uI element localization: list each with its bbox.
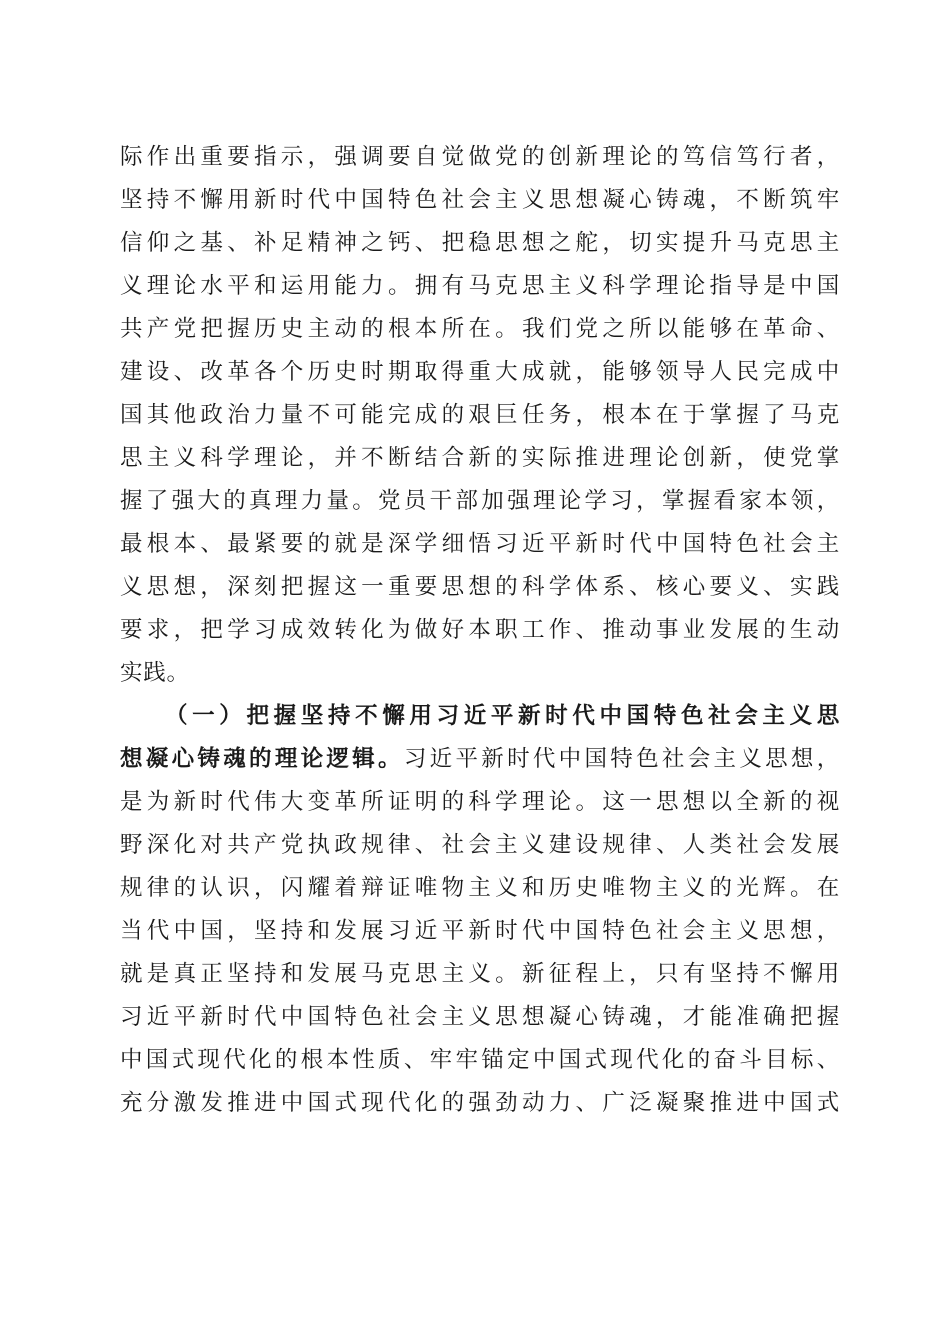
text-line: 习近平新时代中国特色社会主义思想凝心铸魂，才能准确把握 xyxy=(120,1004,840,1030)
text-line: 国其他政治力量不可能完成的艰巨任务，根本在于掌握了马克 xyxy=(120,402,840,428)
text-line: 信仰之基、补足精神之钙、把稳思想之舵，切实提升马克思主 xyxy=(120,230,840,256)
text-line: 思主义科学理论，并不断结合新的实际推进理论创新，使党掌 xyxy=(120,445,840,471)
text-line: 最根本、最紧要的就是深学细悟习近平新时代中国特色社会主 xyxy=(120,531,840,557)
paragraph-1 xyxy=(120,136,840,695)
text-line: 握了强大的真理力量。党员干部加强理论学习，掌握看家本领， xyxy=(120,488,840,514)
text-line: 义思想，深刻把握这一重要思想的科学体系、核心要义、实践 xyxy=(120,574,840,600)
body-text xyxy=(120,136,840,1125)
text-span: 习近平新时代中国特色社会主义思想， xyxy=(403,746,840,772)
text-line: 共产党把握历史主动的根本所在。我们党之所以能够在革命、 xyxy=(120,316,840,342)
text-line: 中国式现代化的根本性质、牢牢锚定中国式现代化的奋斗目标、 xyxy=(120,1047,840,1073)
text-line: 就是真正坚持和发展马克思主义。新征程上，只有坚持不懈用 xyxy=(120,961,840,987)
section-heading-continued: 想凝心铸魂的理论逻辑。 xyxy=(120,746,404,772)
text-line: 充分激发推进中国式现代化的强劲动力、广泛凝聚推进中国式 xyxy=(120,1090,840,1116)
paragraph-2 xyxy=(120,695,840,1125)
text-line: 际作出重要指示，强调要自觉做党的创新理论的笃信笃行者， xyxy=(120,144,840,170)
text-line: 要求，把学习成效转化为做好本职工作、推动事业发展的生动 xyxy=(120,617,840,643)
text-line: 建设、改革各个历史时期取得重大成就，能够领导人民完成中 xyxy=(120,359,840,385)
text-line: 坚持不懈用新时代中国特色社会主义思想凝心铸魂，不断筑牢 xyxy=(120,187,840,213)
text-line: 实践。 xyxy=(120,660,190,686)
text-line: 规律的认识，闪耀着辩证唯物主义和历史唯物主义的光辉。在 xyxy=(120,875,840,901)
text-line: 当代中国，坚持和发展习近平新时代中国特色社会主义思想， xyxy=(120,918,840,944)
text-line: 野深化对共产党执政规律、社会主义建设规律、人类社会发展 xyxy=(120,832,840,858)
text-line: 是为新时代伟大变革所证明的科学理论。这一思想以全新的视 xyxy=(120,789,840,815)
section-heading: （一）把握坚持不懈用习近平新时代中国特色社会主义思 xyxy=(165,703,840,729)
text-line xyxy=(120,738,840,781)
text-line: 义理论水平和运用能力。拥有马克思主义科学理论指导是中国 xyxy=(120,273,840,299)
